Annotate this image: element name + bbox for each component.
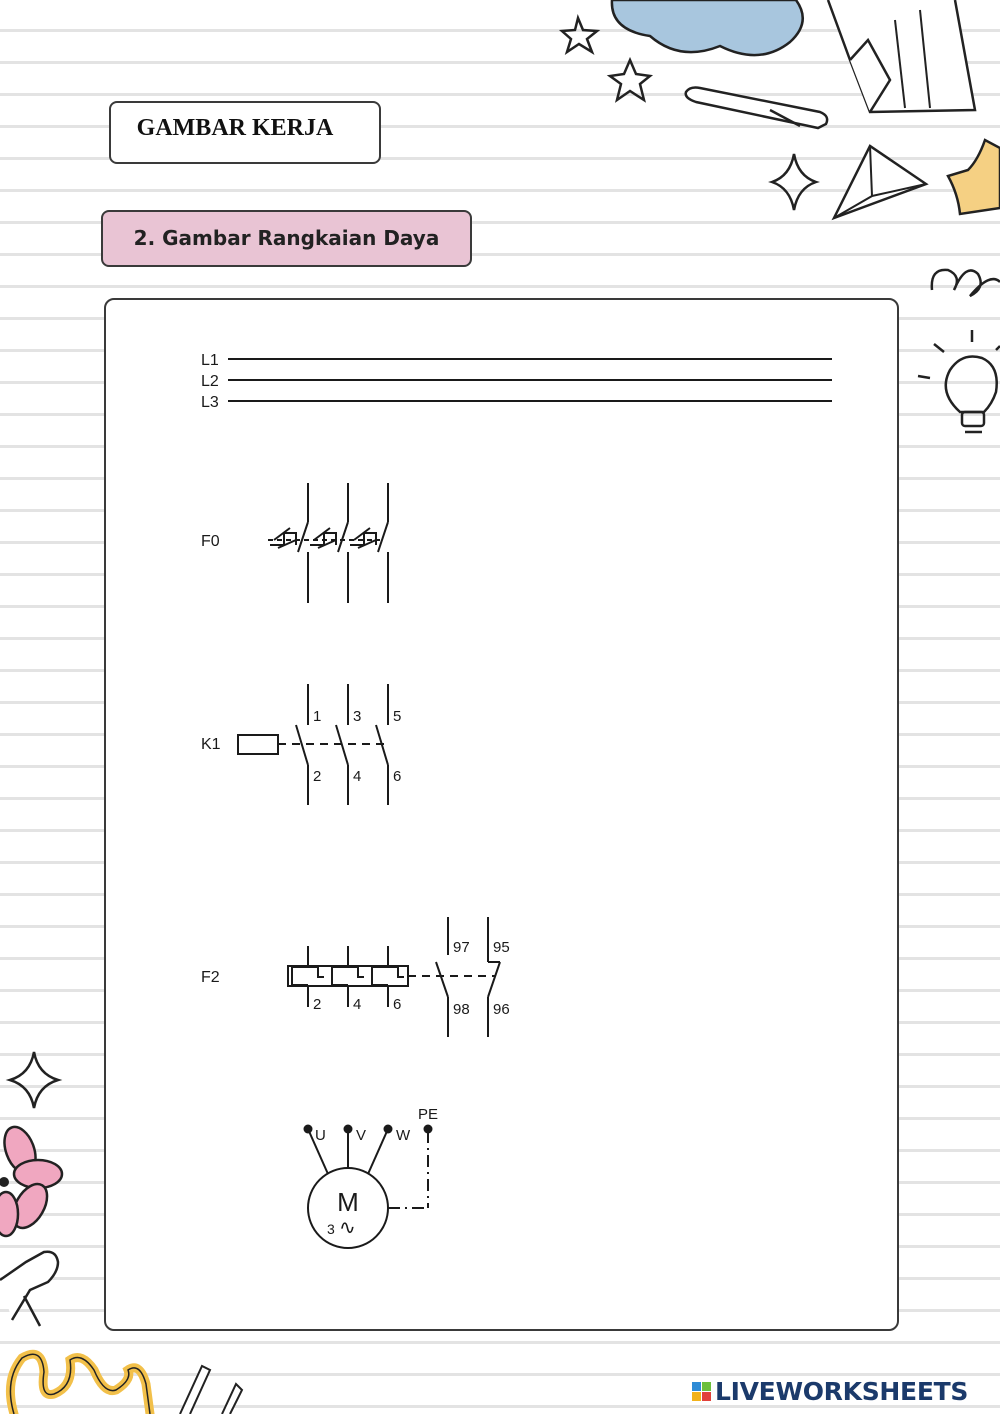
contactor-k1-symbol bbox=[238, 684, 388, 805]
cloud-icon bbox=[612, 0, 803, 55]
breaker-f0-symbol bbox=[268, 483, 388, 603]
terminal-label: 1 bbox=[313, 708, 322, 725]
pen-icon bbox=[686, 88, 827, 129]
sparkle-icon bbox=[772, 154, 816, 210]
motor-terminal-label: W bbox=[396, 1127, 411, 1144]
phase-label-l1: L1 bbox=[201, 352, 219, 369]
terminal-dot bbox=[344, 1125, 353, 1134]
section-heading: 2. Gambar Rangkaian Daya bbox=[101, 210, 472, 267]
spiral-icon bbox=[932, 270, 1000, 296]
terminal-dot bbox=[384, 1125, 393, 1134]
circuit-drawing bbox=[104, 298, 899, 1331]
brand-logo-icon bbox=[692, 1382, 711, 1401]
overload-relay-f2-symbol bbox=[288, 917, 500, 1037]
contactor-label: K1 bbox=[201, 736, 221, 753]
terminal-label: 2 bbox=[313, 768, 322, 785]
terminal-label: 4 bbox=[353, 996, 362, 1013]
breaker-label: F0 bbox=[201, 533, 220, 550]
star-icon bbox=[948, 140, 1000, 214]
terminal-label: 4 bbox=[353, 768, 362, 785]
terminal-label: 2 bbox=[313, 996, 322, 1013]
paper-plane-icon bbox=[834, 146, 926, 218]
terminal-label: 5 bbox=[393, 708, 402, 725]
terminal-label: 6 bbox=[393, 768, 402, 785]
phase-label-l3: L3 bbox=[201, 394, 219, 411]
loops-icon bbox=[10, 1354, 150, 1414]
aux-terminal-label: 96 bbox=[493, 1001, 510, 1018]
terminal-dot bbox=[424, 1125, 433, 1134]
brand-logo bbox=[692, 1374, 968, 1408]
sparkle-icon bbox=[10, 1052, 58, 1108]
terminal-label: 6 bbox=[393, 996, 402, 1013]
motor-symbol bbox=[308, 1129, 428, 1248]
page-title: GAMBAR KERJA bbox=[109, 101, 381, 164]
star-icon bbox=[562, 18, 597, 52]
book-icon bbox=[828, 0, 975, 112]
overload-label: F2 bbox=[201, 969, 220, 986]
aux-terminal-label: 97 bbox=[453, 939, 470, 956]
motor-terminal-label: U bbox=[315, 1127, 326, 1144]
terminal-label: 3 bbox=[353, 708, 362, 725]
lightbulb-icon bbox=[918, 330, 1000, 432]
motor-symbol-label: M bbox=[337, 1187, 359, 1217]
power-circuit-diagram bbox=[104, 298, 899, 1331]
aux-terminal-label: 95 bbox=[493, 939, 510, 956]
motor-terminal-label: V bbox=[356, 1127, 367, 1144]
brand-name: LIVEWORKSHEETS bbox=[715, 1376, 969, 1406]
phase-label-l2: L2 bbox=[201, 373, 219, 390]
ac-symbol: ∿ bbox=[339, 1217, 356, 1239]
terminal-dot bbox=[304, 1125, 313, 1134]
pushpin-icon bbox=[0, 1252, 58, 1326]
star-icon bbox=[610, 60, 650, 100]
earth-label: PE bbox=[418, 1106, 439, 1123]
motor-phase-count: 3 bbox=[327, 1221, 335, 1237]
aux-terminal-label: 98 bbox=[453, 1001, 470, 1018]
flower-icon bbox=[0, 1123, 62, 1236]
